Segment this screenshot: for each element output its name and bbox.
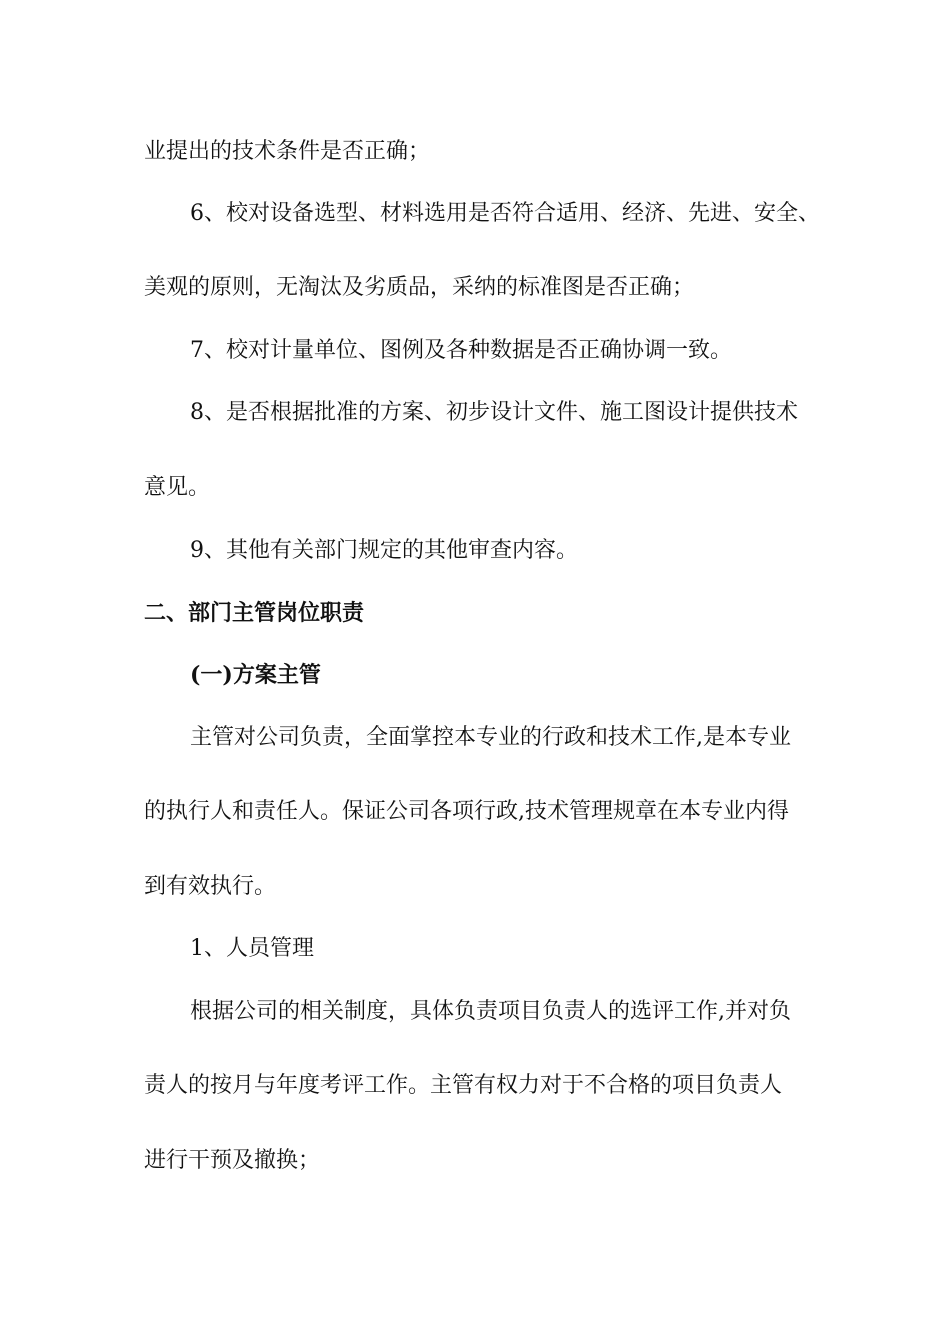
text-line-13: 1、人员管理 xyxy=(190,936,314,961)
text-line-4: 7、校对计量单位、图例及各种数据是否正确协调一致。 xyxy=(190,338,732,363)
text-line-2: 6、校对设备选型、材料选用是否符合适用、经济、先进、安全、 xyxy=(190,201,820,226)
text-line-12: 到有效执行。 xyxy=(144,874,277,899)
text-line-10: 主管对公司负责，全面掌控本专业的行政和技术工作,是本专业 xyxy=(190,725,791,750)
text-line-11: 的执行人和责任人。保证公司各项行政,技术管理规章在本专业内得 xyxy=(144,799,789,824)
text-line-1: 业提出的技术条件是否正确； xyxy=(144,139,431,164)
text-line-5: 8、是否根据批准的方案、初步设计文件、施工图设计提供技术 xyxy=(190,400,798,425)
text-line-15: 责人的按月与年度考评工作。主管有权力对于不合格的项目负责人 xyxy=(144,1073,783,1098)
text-line-7: 9、其他有关部门规定的其他审查内容。 xyxy=(190,538,578,563)
subsection-heading: (一)方案主管 xyxy=(190,662,321,688)
section-heading: 二、部门主管岗位职责 xyxy=(144,600,365,626)
text-line-14: 根据公司的相关制度，具体负责项目负责人的选评工作,并对负 xyxy=(190,999,791,1024)
text-line-16: 进行干预及撤换； xyxy=(144,1148,321,1173)
text-line-3: 美观的原则，无淘汰及劣质品，采纳的标准图是否正确； xyxy=(144,275,695,300)
text-line-6: 意见。 xyxy=(144,475,211,500)
